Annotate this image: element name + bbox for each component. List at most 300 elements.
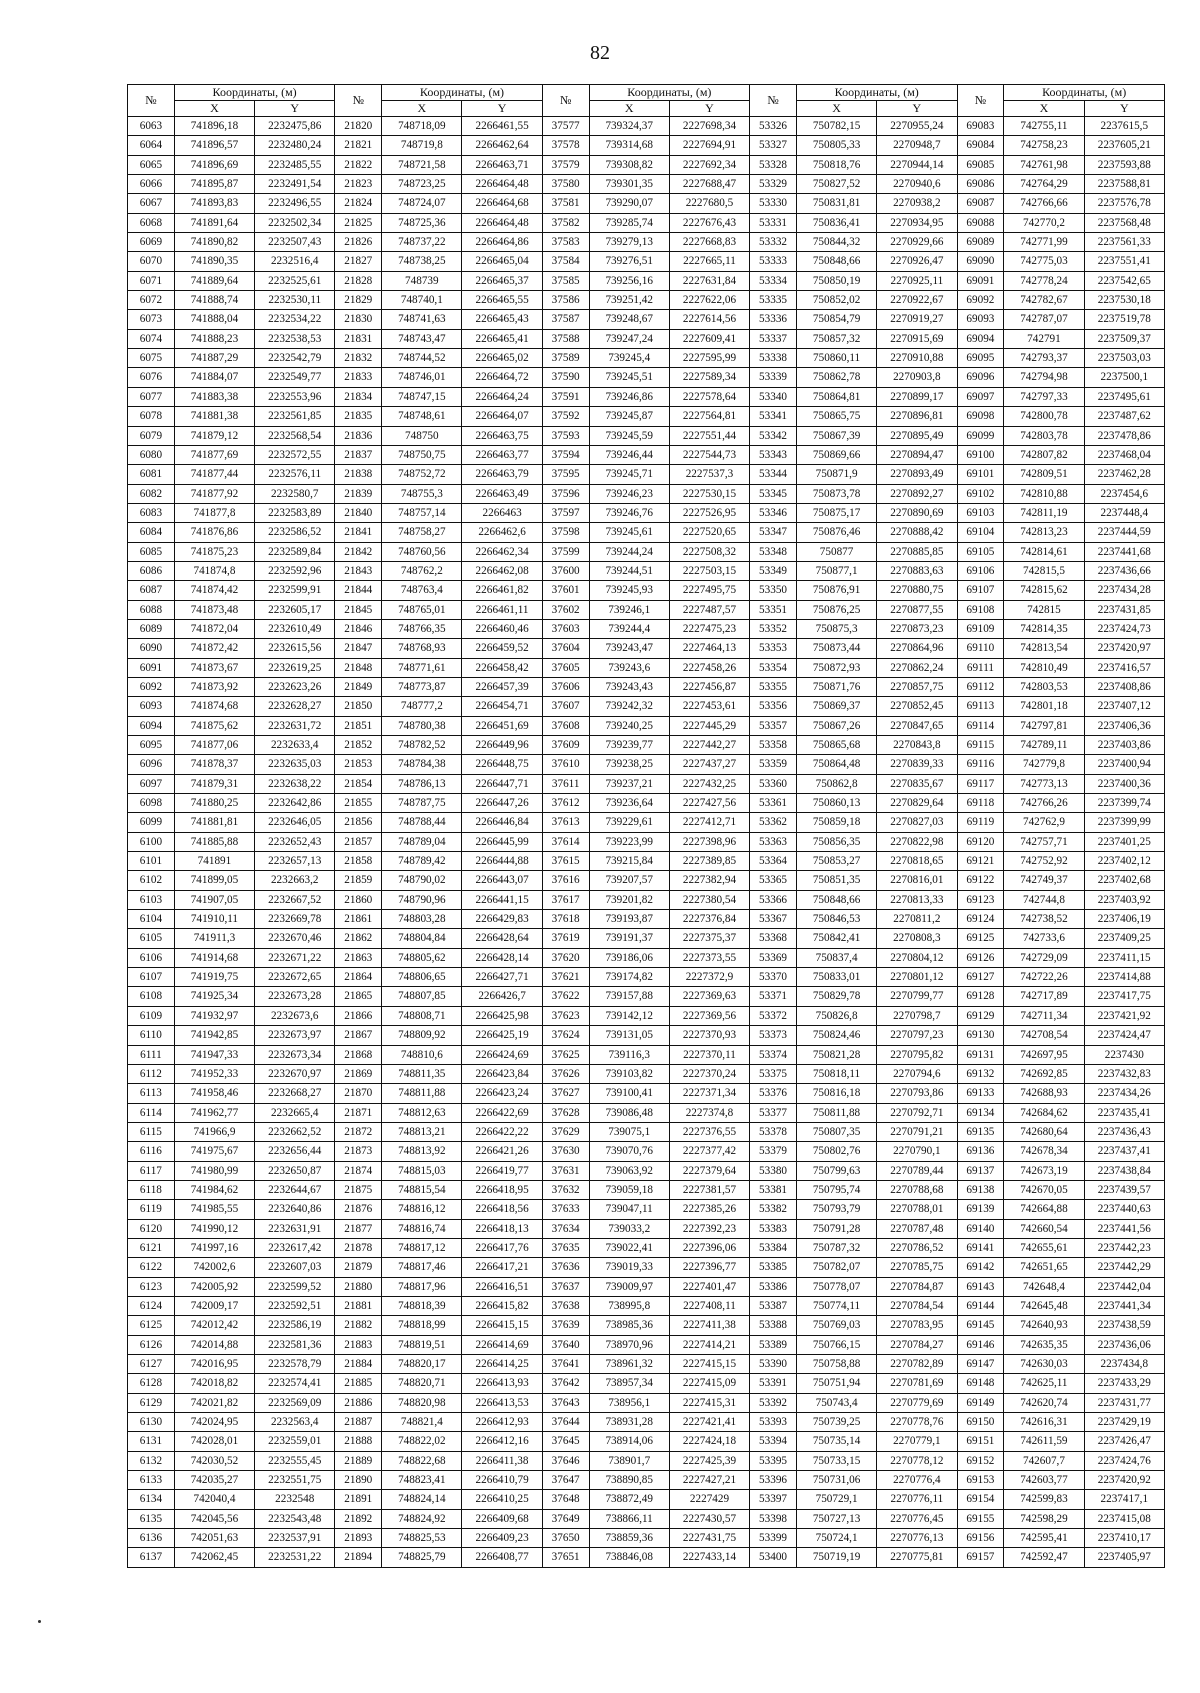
table-row	[128, 1316, 1165, 1335]
x-coordinate-cell: 741887,29	[174, 349, 254, 368]
x-coordinate-cell: 750865,75	[796, 407, 876, 426]
y-coordinate-cell: 2237438,84	[1084, 1161, 1164, 1180]
point-number-cell: 21890	[335, 1471, 382, 1490]
point-number-cell: 37647	[542, 1471, 589, 1490]
point-number-cell: 53380	[750, 1161, 797, 1180]
y-coordinate-cell: 2270955,24	[877, 117, 957, 136]
x-coordinate-cell: 750842,41	[796, 929, 876, 948]
x-coordinate-cell: 741895,87	[174, 175, 254, 194]
point-number-cell: 69100	[957, 445, 1004, 464]
x-coordinate-cell: 741919,75	[174, 968, 254, 987]
point-number-cell: 6091	[128, 658, 175, 677]
point-number-cell: 69093	[957, 310, 1004, 329]
column-header-y: Y	[255, 101, 335, 117]
point-number-cell: 69087	[957, 194, 1004, 213]
point-number-cell: 6129	[128, 1393, 175, 1412]
point-number-cell: 21845	[335, 600, 382, 619]
table-row	[128, 658, 1165, 677]
point-number-cell: 53343	[750, 445, 797, 464]
x-coordinate-cell: 739243,47	[589, 639, 669, 658]
point-number-cell: 69141	[957, 1238, 1004, 1257]
point-number-cell: 53359	[750, 755, 797, 774]
x-coordinate-cell: 739142,12	[589, 1006, 669, 1025]
y-coordinate-cell: 2266463	[462, 503, 542, 522]
point-number-cell: 6073	[128, 310, 175, 329]
column-header-y: Y	[669, 101, 749, 117]
x-coordinate-cell: 750877,1	[796, 561, 876, 580]
x-coordinate-cell: 750811,88	[796, 1103, 876, 1122]
y-coordinate-cell: 2237500,1	[1084, 368, 1164, 387]
y-coordinate-cell: 2227427,21	[669, 1471, 749, 1490]
y-coordinate-cell: 2237416,57	[1084, 658, 1164, 677]
x-coordinate-cell: 739245,71	[589, 465, 669, 484]
point-number-cell: 37609	[542, 736, 589, 755]
point-number-cell: 6090	[128, 639, 175, 658]
x-coordinate-cell: 750821,28	[796, 1045, 876, 1064]
point-number-cell: 21883	[335, 1335, 382, 1354]
x-coordinate-cell: 741879,12	[174, 426, 254, 445]
point-number-cell: 21857	[335, 832, 382, 851]
table-row	[128, 1122, 1165, 1141]
y-coordinate-cell: 2270899,17	[877, 387, 957, 406]
y-coordinate-cell: 2232583,89	[255, 503, 335, 522]
point-number-cell: 6099	[128, 813, 175, 832]
point-number-cell: 21859	[335, 871, 382, 890]
x-coordinate-cell: 742670,05	[1004, 1180, 1084, 1199]
point-number-cell: 21844	[335, 581, 382, 600]
y-coordinate-cell: 2266415,82	[462, 1296, 542, 1315]
y-coordinate-cell: 2227392,23	[669, 1219, 749, 1238]
point-number-cell: 6072	[128, 291, 175, 310]
y-coordinate-cell: 2237424,73	[1084, 619, 1164, 638]
y-coordinate-cell: 2237414,88	[1084, 968, 1164, 987]
point-number-cell: 53386	[750, 1277, 797, 1296]
point-number-cell: 37635	[542, 1238, 589, 1257]
x-coordinate-cell: 742630,03	[1004, 1355, 1084, 1374]
point-number-cell: 53349	[750, 561, 797, 580]
x-coordinate-cell: 750824,46	[796, 1026, 876, 1045]
x-coordinate-cell: 739059,18	[589, 1180, 669, 1199]
point-number-cell: 37629	[542, 1122, 589, 1141]
point-number-cell: 6077	[128, 387, 175, 406]
point-number-cell: 21833	[335, 368, 382, 387]
y-coordinate-cell: 2237439,57	[1084, 1180, 1164, 1199]
x-coordinate-cell: 742607,7	[1004, 1451, 1084, 1470]
point-number-cell: 69094	[957, 329, 1004, 348]
y-coordinate-cell: 2227680,5	[669, 194, 749, 213]
y-coordinate-cell: 2266444,88	[462, 852, 542, 871]
point-number-cell: 6068	[128, 213, 175, 232]
point-number-cell: 69116	[957, 755, 1004, 774]
point-number-cell: 21872	[335, 1122, 382, 1141]
y-coordinate-cell: 2270885,85	[877, 542, 957, 561]
y-coordinate-cell: 2270934,95	[877, 213, 957, 232]
x-coordinate-cell: 748824,92	[382, 1509, 462, 1528]
y-coordinate-cell: 2227537,3	[669, 465, 749, 484]
point-number-cell: 53372	[750, 1006, 797, 1025]
x-coordinate-cell: 748743,47	[382, 329, 462, 348]
y-coordinate-cell: 2232496,55	[255, 194, 335, 213]
y-coordinate-cell: 2270847,65	[877, 716, 957, 735]
y-coordinate-cell: 2232538,53	[255, 329, 335, 348]
point-number-cell: 53368	[750, 929, 797, 948]
x-coordinate-cell: 748757,14	[382, 503, 462, 522]
y-coordinate-cell: 2270929,66	[877, 233, 957, 252]
x-coordinate-cell: 750729,1	[796, 1490, 876, 1509]
x-coordinate-cell: 742648,4	[1004, 1277, 1084, 1296]
column-header-coordinates: Координаты, (м)	[796, 85, 957, 101]
x-coordinate-cell: 750848,66	[796, 252, 876, 271]
point-number-cell: 6107	[128, 968, 175, 987]
y-coordinate-cell: 2237431,77	[1084, 1393, 1164, 1412]
y-coordinate-cell: 2232607,03	[255, 1258, 335, 1277]
y-coordinate-cell: 2232668,27	[255, 1084, 335, 1103]
x-coordinate-cell: 741877,92	[174, 484, 254, 503]
point-number-cell: 6063	[128, 117, 175, 136]
x-coordinate-cell: 742611,59	[1004, 1432, 1084, 1451]
y-coordinate-cell: 2266449,96	[462, 736, 542, 755]
y-coordinate-cell: 2270798,7	[877, 1006, 957, 1025]
x-coordinate-cell: 750844,32	[796, 233, 876, 252]
point-number-cell: 6089	[128, 619, 175, 638]
y-coordinate-cell: 2232628,27	[255, 697, 335, 716]
y-coordinate-cell: 2227433,14	[669, 1548, 749, 1567]
table-row	[128, 310, 1165, 329]
x-coordinate-cell: 748819,51	[382, 1335, 462, 1354]
point-number-cell: 21873	[335, 1142, 382, 1161]
y-coordinate-cell: 2237424,47	[1084, 1026, 1164, 1045]
table-row	[128, 716, 1165, 735]
point-number-cell: 53344	[750, 465, 797, 484]
point-number-cell: 53339	[750, 368, 797, 387]
y-coordinate-cell: 2270776,11	[877, 1490, 957, 1509]
y-coordinate-cell: 2270940,6	[877, 175, 957, 194]
point-number-cell: 21860	[335, 890, 382, 909]
point-number-cell: 53384	[750, 1238, 797, 1257]
y-coordinate-cell: 2227431,75	[669, 1529, 749, 1548]
x-coordinate-cell: 742678,34	[1004, 1142, 1084, 1161]
y-coordinate-cell: 2237424,76	[1084, 1451, 1164, 1470]
x-coordinate-cell: 750846,53	[796, 910, 876, 929]
point-number-cell: 53362	[750, 813, 797, 832]
point-number-cell: 6105	[128, 929, 175, 948]
y-coordinate-cell: 2266465,37	[462, 271, 542, 290]
table-row	[128, 542, 1165, 561]
point-number-cell: 6119	[128, 1200, 175, 1219]
point-number-cell: 69152	[957, 1451, 1004, 1470]
x-coordinate-cell: 748718,09	[382, 117, 462, 136]
x-coordinate-cell: 750735,14	[796, 1432, 876, 1451]
point-number-cell: 53354	[750, 658, 797, 677]
x-coordinate-cell: 742757,71	[1004, 832, 1084, 851]
y-coordinate-cell: 2227520,65	[669, 523, 749, 542]
y-coordinate-cell: 2227376,84	[669, 910, 749, 929]
point-number-cell: 53341	[750, 407, 797, 426]
y-coordinate-cell: 2232670,46	[255, 929, 335, 948]
x-coordinate-cell: 748818,99	[382, 1316, 462, 1335]
point-number-cell: 37627	[542, 1084, 589, 1103]
x-coordinate-cell: 748789,42	[382, 852, 462, 871]
point-number-cell: 37640	[542, 1335, 589, 1354]
x-coordinate-cell: 748773,87	[382, 677, 462, 696]
point-number-cell: 37590	[542, 368, 589, 387]
point-number-cell: 37619	[542, 929, 589, 948]
point-number-cell: 37618	[542, 910, 589, 929]
point-number-cell: 6083	[128, 503, 175, 522]
x-coordinate-cell: 748740,1	[382, 291, 462, 310]
x-coordinate-cell: 738901,7	[589, 1451, 669, 1470]
point-number-cell: 6078	[128, 407, 175, 426]
point-number-cell: 69099	[957, 426, 1004, 445]
y-coordinate-cell: 2270788,01	[877, 1200, 957, 1219]
point-number-cell: 69138	[957, 1180, 1004, 1199]
y-coordinate-cell: 2232599,52	[255, 1277, 335, 1296]
point-number-cell: 69128	[957, 987, 1004, 1006]
x-coordinate-cell: 741885,88	[174, 832, 254, 851]
y-coordinate-cell: 2237432,83	[1084, 1064, 1164, 1083]
point-number-cell: 21861	[335, 910, 382, 929]
point-number-cell: 69109	[957, 619, 1004, 638]
x-coordinate-cell: 750836,41	[796, 213, 876, 232]
x-coordinate-cell: 750871,9	[796, 465, 876, 484]
point-number-cell: 6096	[128, 755, 175, 774]
point-number-cell: 6115	[128, 1122, 175, 1141]
table-row	[128, 1471, 1165, 1490]
y-coordinate-cell: 2237605,21	[1084, 136, 1164, 155]
y-coordinate-cell: 2237434,8	[1084, 1355, 1164, 1374]
point-number-cell: 21853	[335, 755, 382, 774]
x-coordinate-cell: 741874,68	[174, 697, 254, 716]
x-coordinate-cell: 748750,75	[382, 445, 462, 464]
x-coordinate-cell: 748815,54	[382, 1180, 462, 1199]
table-row	[128, 1413, 1165, 1432]
point-number-cell: 6087	[128, 581, 175, 600]
x-coordinate-cell: 750856,35	[796, 832, 876, 851]
x-coordinate-cell: 742810,88	[1004, 484, 1084, 503]
x-coordinate-cell: 742791	[1004, 329, 1084, 348]
point-number-cell: 21869	[335, 1064, 382, 1083]
point-number-cell: 37626	[542, 1064, 589, 1083]
x-coordinate-cell: 742030,52	[174, 1451, 254, 1470]
y-coordinate-cell: 2232485,55	[255, 155, 335, 174]
point-number-cell: 69149	[957, 1393, 1004, 1412]
y-coordinate-cell: 2266461,11	[462, 600, 542, 619]
x-coordinate-cell: 742051,63	[174, 1529, 254, 1548]
point-number-cell: 6131	[128, 1432, 175, 1451]
x-coordinate-cell: 739240,25	[589, 716, 669, 735]
y-coordinate-cell: 2266410,25	[462, 1490, 542, 1509]
y-coordinate-cell: 2270795,82	[877, 1045, 957, 1064]
y-coordinate-cell: 2237402,12	[1084, 852, 1164, 871]
x-coordinate-cell: 748786,13	[382, 774, 462, 793]
y-coordinate-cell: 2227526,95	[669, 503, 749, 522]
point-number-cell: 21887	[335, 1413, 382, 1432]
y-coordinate-cell: 2237430	[1084, 1045, 1164, 1064]
point-number-cell: 53361	[750, 794, 797, 813]
x-coordinate-cell: 739247,24	[589, 329, 669, 348]
point-number-cell: 37598	[542, 523, 589, 542]
point-number-cell: 6088	[128, 600, 175, 619]
x-coordinate-cell: 739009,97	[589, 1277, 669, 1296]
y-coordinate-cell: 2227408,11	[669, 1296, 749, 1315]
x-coordinate-cell: 742684,62	[1004, 1103, 1084, 1122]
point-number-cell: 37583	[542, 233, 589, 252]
point-number-cell: 53364	[750, 852, 797, 871]
y-coordinate-cell: 2270843,8	[877, 736, 957, 755]
x-coordinate-cell: 739314,68	[589, 136, 669, 155]
column-header-number: №	[957, 85, 1004, 117]
y-coordinate-cell: 2232574,41	[255, 1374, 335, 1393]
x-coordinate-cell: 741873,67	[174, 658, 254, 677]
point-number-cell: 37580	[542, 175, 589, 194]
point-number-cell: 37616	[542, 871, 589, 890]
x-coordinate-cell: 748724,07	[382, 194, 462, 213]
x-coordinate-cell: 742708,54	[1004, 1026, 1084, 1045]
point-number-cell: 53334	[750, 271, 797, 290]
y-coordinate-cell: 2270784,27	[877, 1335, 957, 1354]
y-coordinate-cell: 2270791,21	[877, 1122, 957, 1141]
y-coordinate-cell: 2227475,23	[669, 619, 749, 638]
y-coordinate-cell: 2270782,89	[877, 1355, 957, 1374]
table-row	[128, 213, 1165, 232]
x-coordinate-cell: 748755,3	[382, 484, 462, 503]
point-number-cell: 69144	[957, 1296, 1004, 1315]
table-row	[128, 1258, 1165, 1277]
point-number-cell: 53356	[750, 697, 797, 716]
table-row	[128, 581, 1165, 600]
x-coordinate-cell: 742616,31	[1004, 1413, 1084, 1432]
x-coordinate-cell: 750873,44	[796, 639, 876, 658]
point-number-cell: 69133	[957, 1084, 1004, 1103]
x-coordinate-cell: 741873,48	[174, 600, 254, 619]
x-coordinate-cell: 742797,33	[1004, 387, 1084, 406]
x-coordinate-cell: 748811,35	[382, 1064, 462, 1083]
table-body	[128, 117, 1165, 1568]
point-number-cell: 37637	[542, 1277, 589, 1296]
point-number-cell: 53347	[750, 523, 797, 542]
y-coordinate-cell: 2232605,17	[255, 600, 335, 619]
y-coordinate-cell: 2270783,95	[877, 1316, 957, 1335]
y-coordinate-cell: 2270797,23	[877, 1026, 957, 1045]
y-coordinate-cell: 2227508,32	[669, 542, 749, 561]
y-coordinate-cell: 2237433,29	[1084, 1374, 1164, 1393]
y-coordinate-cell: 2227544,73	[669, 445, 749, 464]
x-coordinate-cell: 742592,47	[1004, 1548, 1084, 1567]
x-coordinate-cell: 741875,62	[174, 716, 254, 735]
x-coordinate-cell: 750865,68	[796, 736, 876, 755]
x-coordinate-cell: 750733,15	[796, 1451, 876, 1470]
point-number-cell: 37578	[542, 136, 589, 155]
point-number-cell: 6097	[128, 774, 175, 793]
x-coordinate-cell: 742738,52	[1004, 910, 1084, 929]
table-row	[128, 755, 1165, 774]
point-number-cell: 53336	[750, 310, 797, 329]
table-row	[128, 871, 1165, 890]
y-coordinate-cell: 2227458,26	[669, 658, 749, 677]
point-number-cell: 69145	[957, 1316, 1004, 1335]
x-coordinate-cell: 750873,78	[796, 484, 876, 503]
x-coordinate-cell: 741947,33	[174, 1045, 254, 1064]
point-number-cell: 37643	[542, 1393, 589, 1412]
point-number-cell: 6074	[128, 329, 175, 348]
x-coordinate-cell: 741888,23	[174, 329, 254, 348]
point-number-cell: 21879	[335, 1258, 382, 1277]
y-coordinate-cell: 2270827,03	[877, 813, 957, 832]
y-coordinate-cell: 2237593,88	[1084, 155, 1164, 174]
x-coordinate-cell: 741891	[174, 852, 254, 871]
point-number-cell: 6128	[128, 1374, 175, 1393]
x-coordinate-cell: 748787,75	[382, 794, 462, 813]
y-coordinate-cell: 2270873,23	[877, 619, 957, 638]
point-number-cell: 69139	[957, 1200, 1004, 1219]
x-coordinate-cell: 739246,86	[589, 387, 669, 406]
y-coordinate-cell: 2266417,21	[462, 1258, 542, 1277]
x-coordinate-cell: 750778,07	[796, 1277, 876, 1296]
point-number-cell: 69148	[957, 1374, 1004, 1393]
y-coordinate-cell: 2270778,76	[877, 1413, 957, 1432]
y-coordinate-cell: 2237441,56	[1084, 1219, 1164, 1238]
y-coordinate-cell: 2270818,65	[877, 852, 957, 871]
y-coordinate-cell: 2270926,47	[877, 252, 957, 271]
point-number-cell: 37631	[542, 1161, 589, 1180]
x-coordinate-cell: 748746,01	[382, 368, 462, 387]
point-number-cell: 6081	[128, 465, 175, 484]
y-coordinate-cell: 2266445,99	[462, 832, 542, 851]
x-coordinate-cell: 742673,19	[1004, 1161, 1084, 1180]
y-coordinate-cell: 2227370,93	[669, 1026, 749, 1045]
x-coordinate-cell: 748777,2	[382, 697, 462, 716]
x-coordinate-cell: 748758,27	[382, 523, 462, 542]
y-coordinate-cell: 2227578,64	[669, 387, 749, 406]
y-coordinate-cell: 2270894,47	[877, 445, 957, 464]
y-coordinate-cell: 2237406,36	[1084, 716, 1164, 735]
y-coordinate-cell: 2232635,03	[255, 755, 335, 774]
x-coordinate-cell: 750831,81	[796, 194, 876, 213]
y-coordinate-cell: 2227381,57	[669, 1180, 749, 1199]
y-coordinate-cell: 2266425,19	[462, 1026, 542, 1045]
y-coordinate-cell: 2237434,26	[1084, 1084, 1164, 1103]
y-coordinate-cell: 2270784,87	[877, 1277, 957, 1296]
y-coordinate-cell: 2270944,14	[877, 155, 957, 174]
y-coordinate-cell: 2266461,55	[462, 117, 542, 136]
x-coordinate-cell: 742773,13	[1004, 774, 1084, 793]
y-coordinate-cell: 2237407,12	[1084, 697, 1164, 716]
x-coordinate-cell: 739201,82	[589, 890, 669, 909]
x-coordinate-cell: 750869,37	[796, 697, 876, 716]
x-coordinate-cell: 741881,81	[174, 813, 254, 832]
y-coordinate-cell: 2270813,33	[877, 890, 957, 909]
x-coordinate-cell: 739301,35	[589, 175, 669, 194]
y-coordinate-cell: 2266443,07	[462, 871, 542, 890]
x-coordinate-cell: 739242,32	[589, 697, 669, 716]
y-coordinate-cell: 2237406,19	[1084, 910, 1164, 929]
table-row	[128, 349, 1165, 368]
column-header-y: Y	[462, 101, 542, 117]
point-number-cell: 21855	[335, 794, 382, 813]
point-number-cell: 53333	[750, 252, 797, 271]
point-number-cell: 21863	[335, 948, 382, 967]
x-coordinate-cell: 741881,38	[174, 407, 254, 426]
point-number-cell: 6120	[128, 1219, 175, 1238]
point-number-cell: 69105	[957, 542, 1004, 561]
y-coordinate-cell: 2270804,12	[877, 948, 957, 967]
y-coordinate-cell: 2266462,08	[462, 561, 542, 580]
point-number-cell: 21821	[335, 136, 382, 155]
y-coordinate-cell: 2227503,15	[669, 561, 749, 580]
y-coordinate-cell: 2266416,51	[462, 1277, 542, 1296]
point-number-cell: 69126	[957, 948, 1004, 967]
point-number-cell: 53390	[750, 1355, 797, 1374]
